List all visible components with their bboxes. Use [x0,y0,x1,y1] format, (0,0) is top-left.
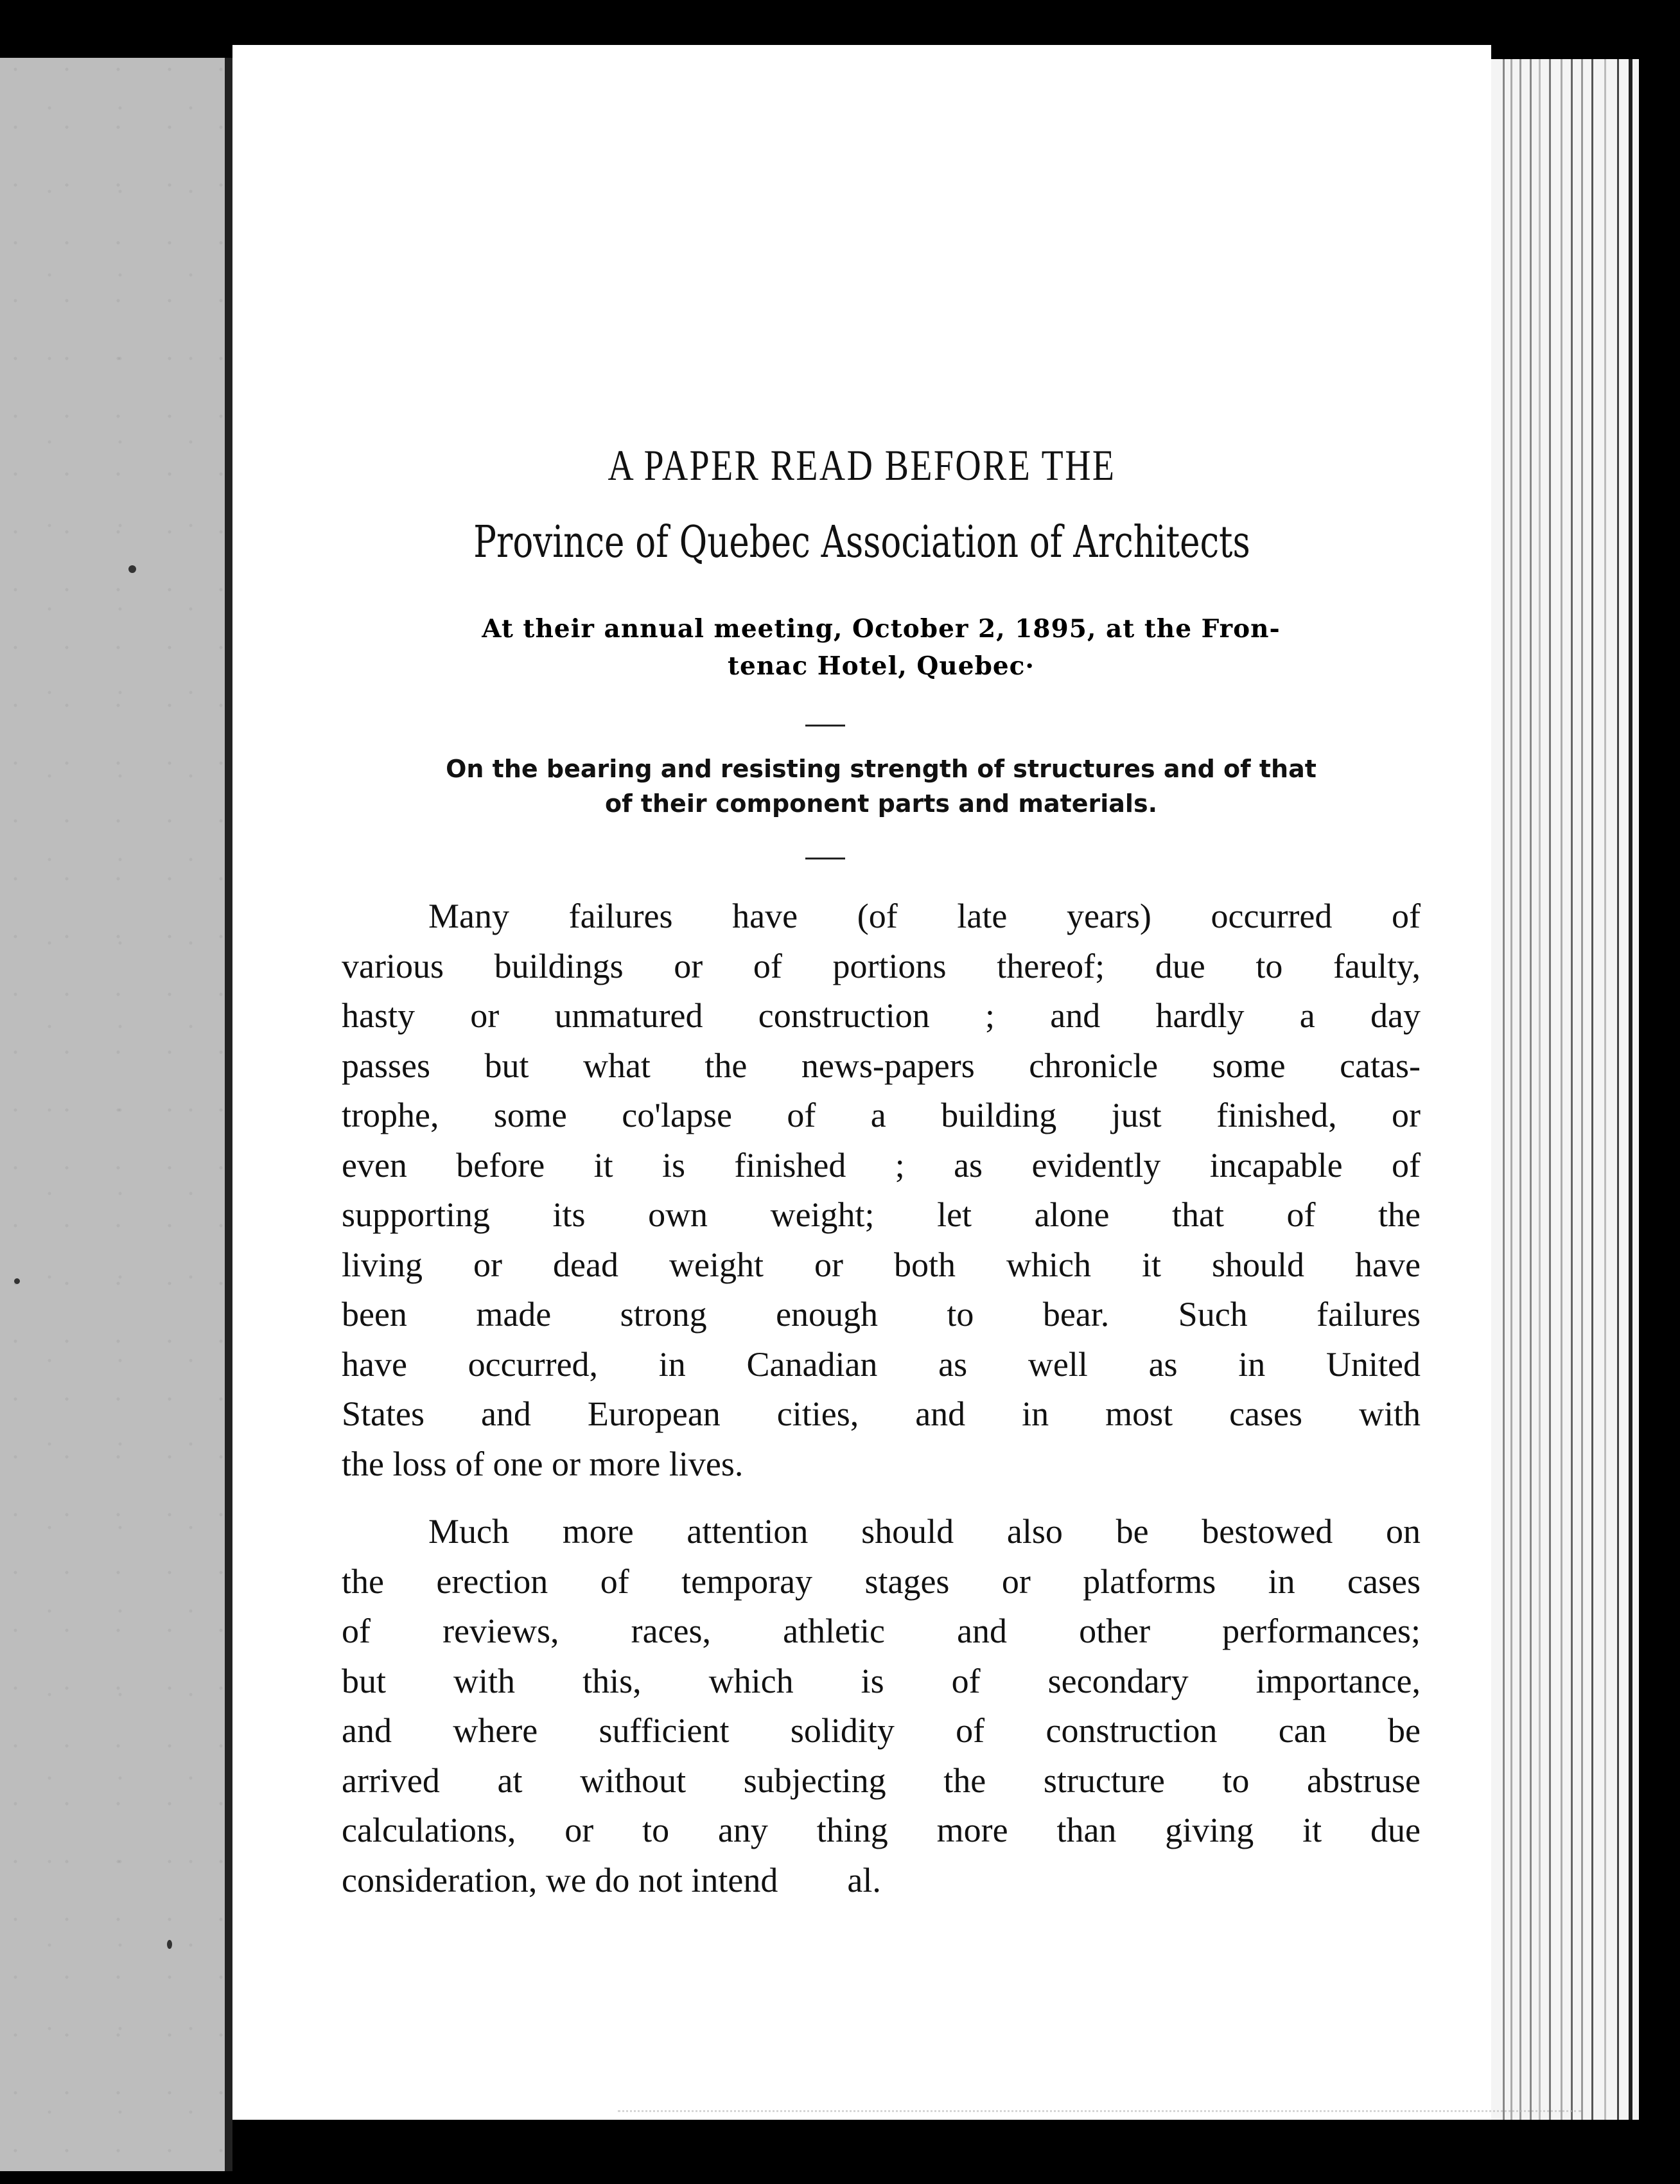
subject-line-1: On the bearing and resisting strength of structures and of that [446,755,1317,783]
paragraph-line: the loss of one or more lives. [342,1444,744,1483]
heading-paper-read: A PAPER READ BEFORE THE [608,441,1116,489]
paragraph-line: trophe, some co'lapse of a building just finished, or [342,1096,1421,1134]
paragraph-line: been made strong enough to bear. Such failures [342,1295,1421,1334]
subject-line-2: of their component parts and materials. [604,789,1158,818]
subject-heading [335,752,1427,821]
heading-meeting-details [335,610,1427,685]
page-edge-line [1549,59,1551,2121]
paragraph-line: have occurred, in Canadian as well as in United [342,1344,1421,1384]
paragraph-line: living or dead weight or both which it should have [342,1245,1421,1284]
dust-speck [128,565,136,573]
paragraph-line: the erection of temporay stages or platforms in cases [342,1562,1421,1601]
paragraph-line: States and European cities, and in most cases with [342,1395,1421,1433]
meeting-line-1: At their annual meeting, October 2, 1895, at the Fron- [482,614,1281,644]
paragraph-line: passes but what the news-papers chronicle some catas- [342,1046,1421,1085]
divider-rule [805,858,845,859]
main-page [232,45,1491,2120]
paragraph-line: Much more attention should also be bestowed on [428,1512,1421,1551]
page-edge-line [1561,59,1562,2121]
page-edge-line [1591,59,1593,2121]
page-edge-line [1503,59,1505,2121]
body-paragraph-2 [342,1507,1421,1905]
paragraph-line: and where sufficient solidity of construction can be [342,1711,1421,1750]
paragraph-line: consideration, we do not intend al. [342,1860,881,1899]
page-edge-line [1571,59,1573,2121]
page-edge-line [1604,59,1606,2121]
page-edge-line [1581,59,1583,2121]
page-edge-line [1629,59,1632,2121]
page-edge-line [1617,59,1619,2121]
page-edge-line [1530,59,1532,2121]
page-gutter-shadow [225,58,232,2171]
paragraph-line: but with this, which is of secondary importance, [342,1661,1421,1700]
heading-association: Province of Quebec Association of Architects [473,517,1250,568]
divider-rule [805,725,845,727]
left-adjacent-page [0,58,225,2171]
page-edge-line [1539,59,1541,2121]
bottom-scan-noise [618,2097,1581,2112]
paragraph-line: calculations, or to any thing more than giving it due [342,1811,1421,1849]
body-paragraph-1 [342,892,1421,1489]
paragraph-line: even before it is finished ; as evidently incapable of [342,1145,1421,1184]
paragraph-line: Many failures have (of late years) occurred of [428,897,1421,935]
paragraph-line: hasty or unmatured construction ; and hardly a day [342,996,1421,1035]
paragraph-line: supporting its own weight; let alone that of the [342,1195,1421,1234]
paragraph-line: of reviews, races, athletic and other performances; [342,1612,1421,1650]
right-page-edges [1491,59,1639,2121]
bottom-black-border [232,2120,1639,2184]
dust-speck [167,1940,172,1949]
page-edge-line [1510,59,1512,2121]
dust-speck [14,1278,20,1284]
paragraph-line: arrived at without subjecting the structure to abstruse [342,1761,1421,1800]
paragraph-line: various buildings or of portions thereof; due to faulty, [342,946,1421,985]
page-edge-line [1519,59,1521,2121]
meeting-line-2: tenac Hotel, Quebec· [728,651,1035,681]
